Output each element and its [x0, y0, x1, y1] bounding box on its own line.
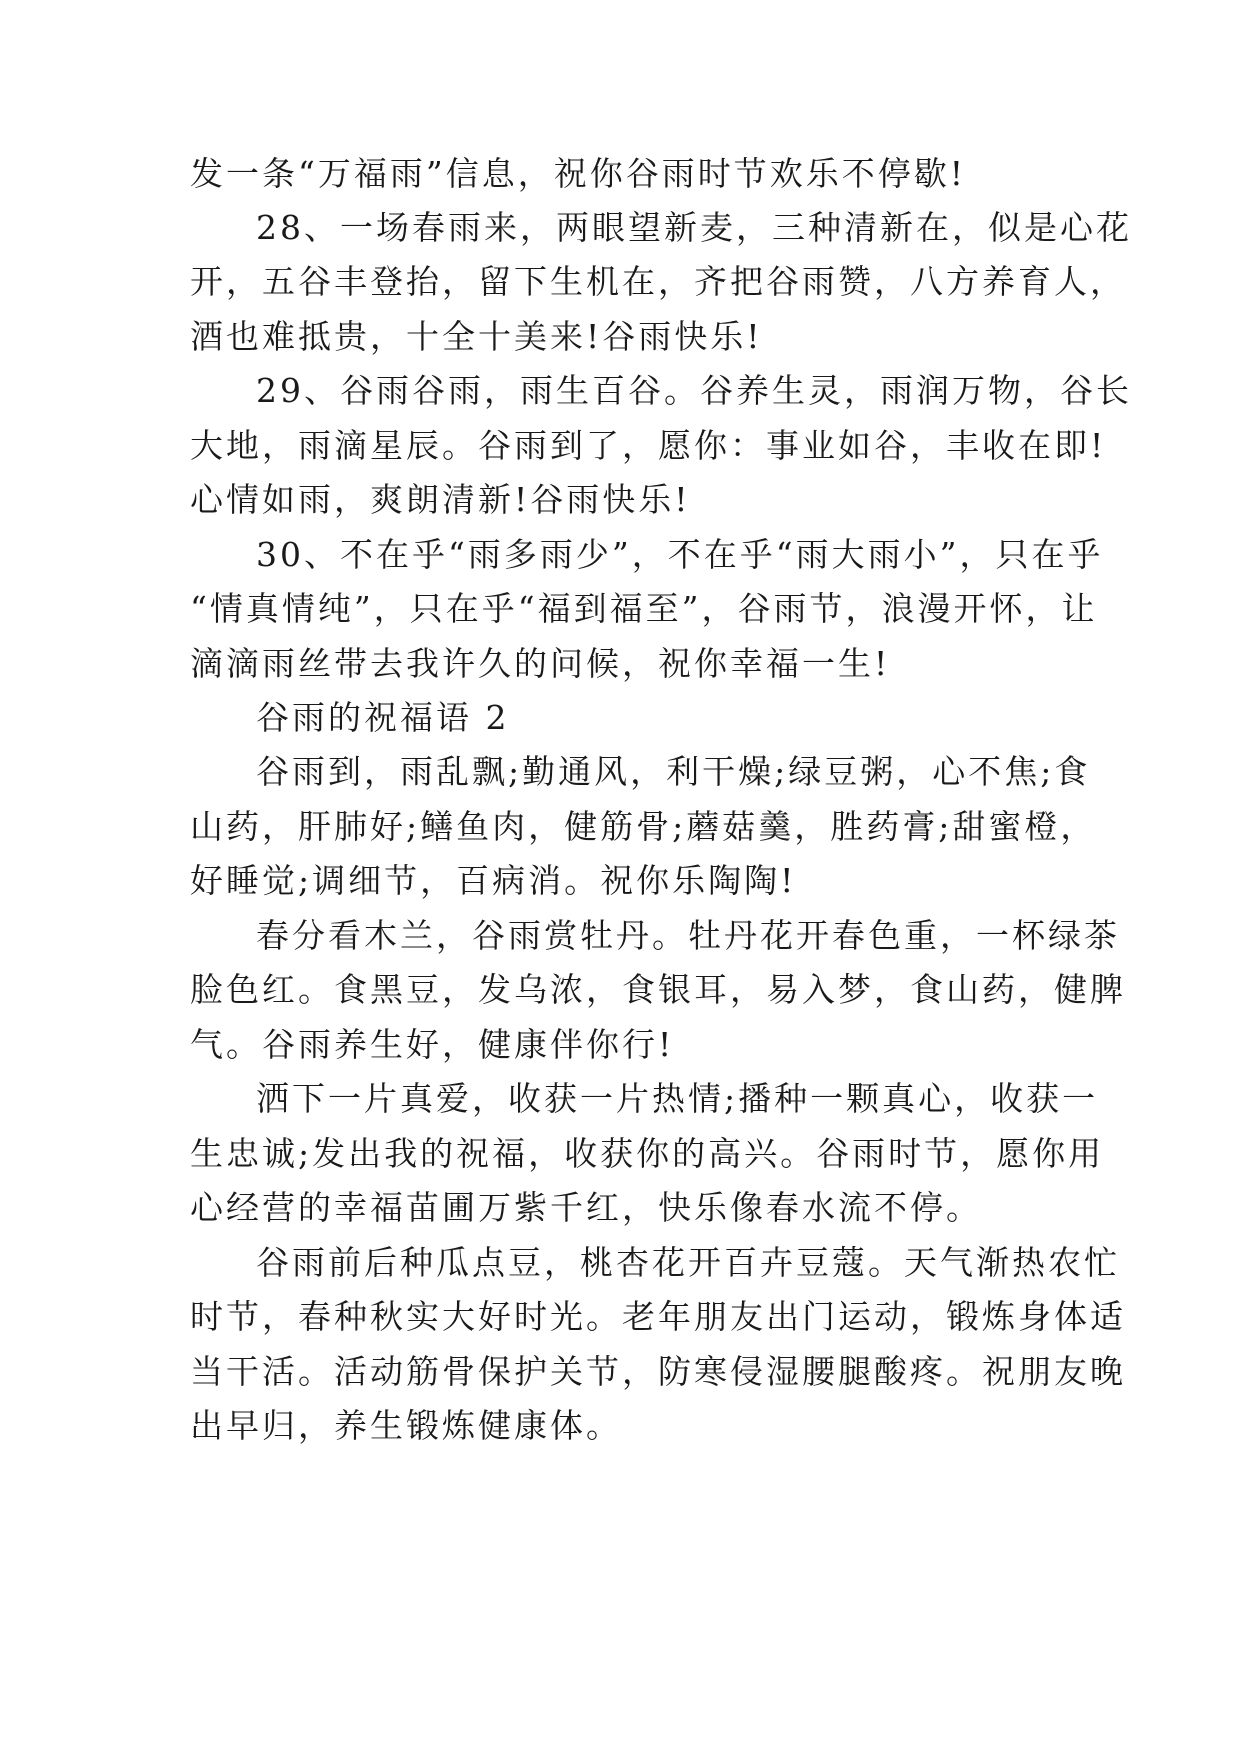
text-line: 心情如雨，爽朗清新!谷雨快乐! [190, 480, 691, 519]
text-line: 滴滴雨丝带去我许久的问候，祝你幸福一生! [190, 644, 891, 683]
text-line: 春分看木兰，谷雨赏牡丹。牡丹花开春色重，一杯绿茶 [256, 916, 1120, 955]
text-line: 酒也难抵贵，十全十美来!谷雨快乐! [190, 317, 763, 356]
text-line: 28、一场春雨来，两眼望新麦，三种清新在，似是心花 [256, 208, 1132, 247]
text-line: 29、谷雨谷雨，雨生百谷。谷养生灵，雨润万物，谷长 [256, 371, 1132, 410]
text-line: “情真情纯”，只在乎“福到福至”，谷雨节，浪漫开怀，让 [190, 589, 1098, 628]
text-line: 山药，肝肺好;鳝鱼肉，健筋骨;蘑菇羹，胜药膏;甜蜜橙， [190, 807, 1097, 846]
text-line: 脸色红。食黑豆，发乌浓，食银耳，易入梦，食山药，健脾 [190, 970, 1126, 1009]
text-line: 当干活。活动筋骨保护关节，防寒侵湿腰腿酸疼。祝朋友晚 [190, 1352, 1126, 1391]
text-line: 出早归，养生锻炼健康体。 [190, 1406, 622, 1445]
text-line: 时节，春种秋实大好时光。老年朋友出门运动，锻炼身体适 [190, 1297, 1126, 1336]
text-line: 气。谷雨养生好，健康伴你行! [190, 1025, 675, 1064]
text-line: 30、不在乎“雨多雨少”，不在乎“雨大雨小”，只在乎 [256, 535, 1104, 574]
text-line: 发一条“万福雨”信息，祝你谷雨时节欢乐不停歇! [190, 154, 967, 193]
text-line: 好睡觉;调细节，百病消。祝你乐陶陶! [190, 861, 797, 900]
text-line: 心经营的幸福苗圃万紫千红，快乐像春水流不停。 [190, 1188, 982, 1227]
text-line: 谷雨到，雨乱飘;勤通风，利干燥;绿豆粥，心不焦;食 [256, 752, 1091, 791]
text-line: 开，五谷丰登抬，留下生机在，齐把谷雨赞，八方养育人， [190, 262, 1126, 301]
text-line: 洒下一片真爱，收获一片热情;播种一颗真心，收获一 [256, 1079, 1099, 1118]
text-line: 谷雨前后种瓜点豆，桃杏花开百卉豆蔻。天气渐热农忙 [256, 1243, 1120, 1282]
section-heading: 谷雨的祝福语 2 [256, 698, 510, 737]
text-line: 大地，雨滴星辰。谷雨到了，愿你：事业如谷，丰收在即! [190, 426, 1107, 465]
text-line: 生忠诚;发出我的祝福，收获你的高兴。谷雨时节，愿你用 [190, 1134, 1105, 1173]
